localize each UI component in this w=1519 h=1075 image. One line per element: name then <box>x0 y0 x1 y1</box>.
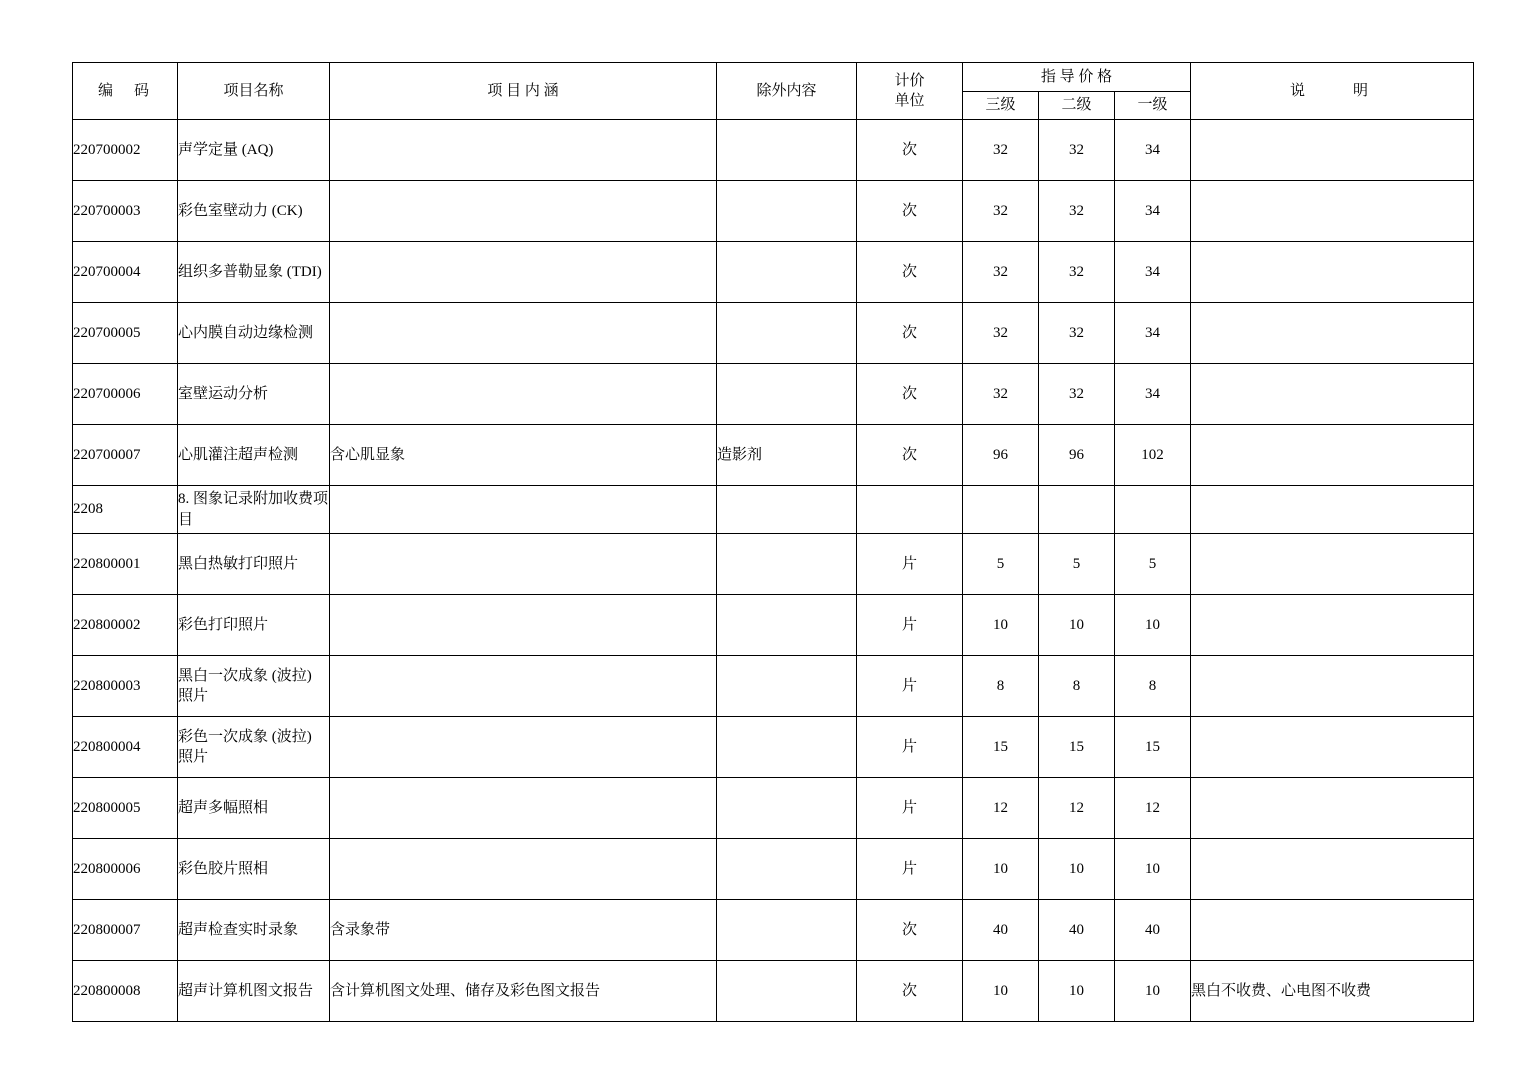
table-row <box>73 778 1474 839</box>
header-content: 项 目 内 涵 <box>330 63 717 120</box>
item-unit: 片 <box>857 595 963 656</box>
table-row <box>73 595 1474 656</box>
table-row <box>73 303 1474 364</box>
table-body <box>73 120 1474 1022</box>
item-code: 220800007 <box>73 900 178 961</box>
item-unit: 片 <box>857 839 963 900</box>
price-level3: 40 <box>963 900 1039 961</box>
item-exclude <box>717 839 857 900</box>
item-content: 含计算机图文处理、储存及彩色图文报告 <box>330 961 717 1022</box>
item-name: 彩色一次成象 (波拉) 照片 <box>178 717 330 778</box>
price-level3: 32 <box>963 242 1039 303</box>
item-name: 心肌灌注超声检测 <box>178 425 330 486</box>
price-level2: 8 <box>1039 656 1115 717</box>
item-name: 超声多幅照相 <box>178 778 330 839</box>
price-level1: 15 <box>1115 717 1191 778</box>
price-level2: 12 <box>1039 778 1115 839</box>
item-unit: 次 <box>857 242 963 303</box>
item-name: 彩色打印照片 <box>178 595 330 656</box>
item-exclude <box>717 486 857 534</box>
header-unit-line1: 计价 <box>894 72 925 89</box>
item-unit: 片 <box>857 534 963 595</box>
item-exclude <box>717 900 857 961</box>
price-level1: 40 <box>1115 900 1191 961</box>
price-level2: 40 <box>1039 900 1115 961</box>
price-level1: 5 <box>1115 534 1191 595</box>
item-code: 220800006 <box>73 839 178 900</box>
price-level3: 8 <box>963 656 1039 717</box>
price-level2: 32 <box>1039 364 1115 425</box>
price-level1: 34 <box>1115 120 1191 181</box>
item-note <box>1191 303 1474 364</box>
item-unit: 次 <box>857 961 963 1022</box>
item-exclude <box>717 303 857 364</box>
item-name: 彩色室壁动力 (CK) <box>178 181 330 242</box>
item-name: 组织多普勒显象 (TDI) <box>178 242 330 303</box>
price-level1: 102 <box>1115 425 1191 486</box>
item-content <box>330 242 717 303</box>
table-row <box>73 534 1474 595</box>
price-level3: 10 <box>963 839 1039 900</box>
item-exclude <box>717 242 857 303</box>
item-content <box>330 595 717 656</box>
item-note <box>1191 656 1474 717</box>
price-level1: 10 <box>1115 961 1191 1022</box>
item-note <box>1191 181 1474 242</box>
item-code: 220700002 <box>73 120 178 181</box>
price-level1: 34 <box>1115 303 1191 364</box>
item-exclude <box>717 120 857 181</box>
item-exclude <box>717 595 857 656</box>
table-row <box>73 839 1474 900</box>
price-level2: 32 <box>1039 303 1115 364</box>
item-unit: 片 <box>857 778 963 839</box>
price-level2: 32 <box>1039 242 1115 303</box>
item-content <box>330 181 717 242</box>
table-row <box>73 120 1474 181</box>
item-content <box>330 364 717 425</box>
price-level1: 10 <box>1115 595 1191 656</box>
item-name: 黑白一次成象 (波拉) 照片 <box>178 656 330 717</box>
header-note: 说 明 <box>1191 63 1474 120</box>
item-note <box>1191 364 1474 425</box>
price-level1: 10 <box>1115 839 1191 900</box>
table-row <box>73 656 1474 717</box>
table-row <box>73 961 1474 1022</box>
item-exclude: 造影剂 <box>717 425 857 486</box>
item-exclude <box>717 534 857 595</box>
item-content: 含录象带 <box>330 900 717 961</box>
price-level2: 10 <box>1039 961 1115 1022</box>
item-unit: 次 <box>857 303 963 364</box>
item-unit: 片 <box>857 717 963 778</box>
price-level1: 12 <box>1115 778 1191 839</box>
item-name: 室壁运动分析 <box>178 364 330 425</box>
price-level1: 34 <box>1115 242 1191 303</box>
price-level1: 34 <box>1115 364 1191 425</box>
item-code: 220800003 <box>73 656 178 717</box>
item-content <box>330 656 717 717</box>
price-level2: 10 <box>1039 839 1115 900</box>
item-content: 含心肌显象 <box>330 425 717 486</box>
price-level2: 32 <box>1039 120 1115 181</box>
price-table <box>72 62 1474 1022</box>
item-name: 彩色胶片照相 <box>178 839 330 900</box>
item-unit: 次 <box>857 120 963 181</box>
item-name: 声学定量 (AQ) <box>178 120 330 181</box>
item-code: 220700004 <box>73 242 178 303</box>
table-row <box>73 425 1474 486</box>
item-code: 220800005 <box>73 778 178 839</box>
price-level3: 10 <box>963 595 1039 656</box>
item-content <box>330 486 717 534</box>
item-content <box>330 717 717 778</box>
price-level3: 15 <box>963 717 1039 778</box>
item-unit: 片 <box>857 656 963 717</box>
price-level2: 15 <box>1039 717 1115 778</box>
item-note <box>1191 900 1474 961</box>
header-level3: 三级 <box>963 91 1039 120</box>
item-name: 超声计算机图文报告 <box>178 961 330 1022</box>
price-level2: 96 <box>1039 425 1115 486</box>
item-name: 超声检查实时录象 <box>178 900 330 961</box>
item-code: 220800002 <box>73 595 178 656</box>
table-row <box>73 242 1474 303</box>
item-content <box>330 839 717 900</box>
item-code: 220800004 <box>73 717 178 778</box>
item-note <box>1191 839 1474 900</box>
item-exclude <box>717 364 857 425</box>
item-code: 220700003 <box>73 181 178 242</box>
price-level3: 32 <box>963 120 1039 181</box>
item-note <box>1191 717 1474 778</box>
price-level2: 10 <box>1039 595 1115 656</box>
item-unit: 次 <box>857 364 963 425</box>
item-note <box>1191 595 1474 656</box>
section-name: 8. 图象记录附加收费项目 <box>178 486 330 534</box>
price-level3 <box>963 486 1039 534</box>
header-unit <box>857 63 963 120</box>
item-exclude <box>717 717 857 778</box>
item-code: 220700006 <box>73 364 178 425</box>
section-code: 2208 <box>73 486 178 534</box>
header-code: 编 码 <box>73 63 178 120</box>
table-row <box>73 364 1474 425</box>
item-content <box>330 120 717 181</box>
item-note <box>1191 486 1474 534</box>
item-unit: 次 <box>857 900 963 961</box>
item-code: 220700007 <box>73 425 178 486</box>
item-unit: 次 <box>857 181 963 242</box>
item-exclude <box>717 656 857 717</box>
item-code: 220800008 <box>73 961 178 1022</box>
table-row <box>73 181 1474 242</box>
price-level3: 12 <box>963 778 1039 839</box>
header-level2: 二级 <box>1039 91 1115 120</box>
item-code: 220800001 <box>73 534 178 595</box>
price-level2: 5 <box>1039 534 1115 595</box>
item-note: 黑白不收费、心电图不收费 <box>1191 961 1474 1022</box>
price-level3: 32 <box>963 181 1039 242</box>
price-level3: 32 <box>963 364 1039 425</box>
price-level3: 10 <box>963 961 1039 1022</box>
item-unit <box>857 486 963 534</box>
price-level1: 34 <box>1115 181 1191 242</box>
price-level2 <box>1039 486 1115 534</box>
item-note <box>1191 120 1474 181</box>
item-content <box>330 303 717 364</box>
item-note <box>1191 425 1474 486</box>
header-unit-line2: 单位 <box>894 93 925 109</box>
price-level3: 32 <box>963 303 1039 364</box>
price-level1 <box>1115 486 1191 534</box>
header-level1: 一级 <box>1115 91 1191 120</box>
item-name: 心内膜自动边缘检测 <box>178 303 330 364</box>
price-level2: 32 <box>1039 181 1115 242</box>
item-note <box>1191 778 1474 839</box>
table-row <box>73 717 1474 778</box>
item-code: 220700005 <box>73 303 178 364</box>
header-price-group: 指 导 价 格 <box>963 63 1191 92</box>
item-content <box>330 534 717 595</box>
header-name: 项目名称 <box>178 63 330 120</box>
item-unit: 次 <box>857 425 963 486</box>
item-note <box>1191 242 1474 303</box>
item-content <box>330 778 717 839</box>
table-header <box>73 63 1474 120</box>
price-level1: 8 <box>1115 656 1191 717</box>
price-level3: 5 <box>963 534 1039 595</box>
item-name: 黑白热敏打印照片 <box>178 534 330 595</box>
price-level3: 96 <box>963 425 1039 486</box>
header-exclude: 除外内容 <box>717 63 857 120</box>
item-note <box>1191 534 1474 595</box>
item-exclude <box>717 181 857 242</box>
table-row <box>73 900 1474 961</box>
item-exclude <box>717 961 857 1022</box>
table-section-row <box>73 486 1474 534</box>
item-exclude <box>717 778 857 839</box>
